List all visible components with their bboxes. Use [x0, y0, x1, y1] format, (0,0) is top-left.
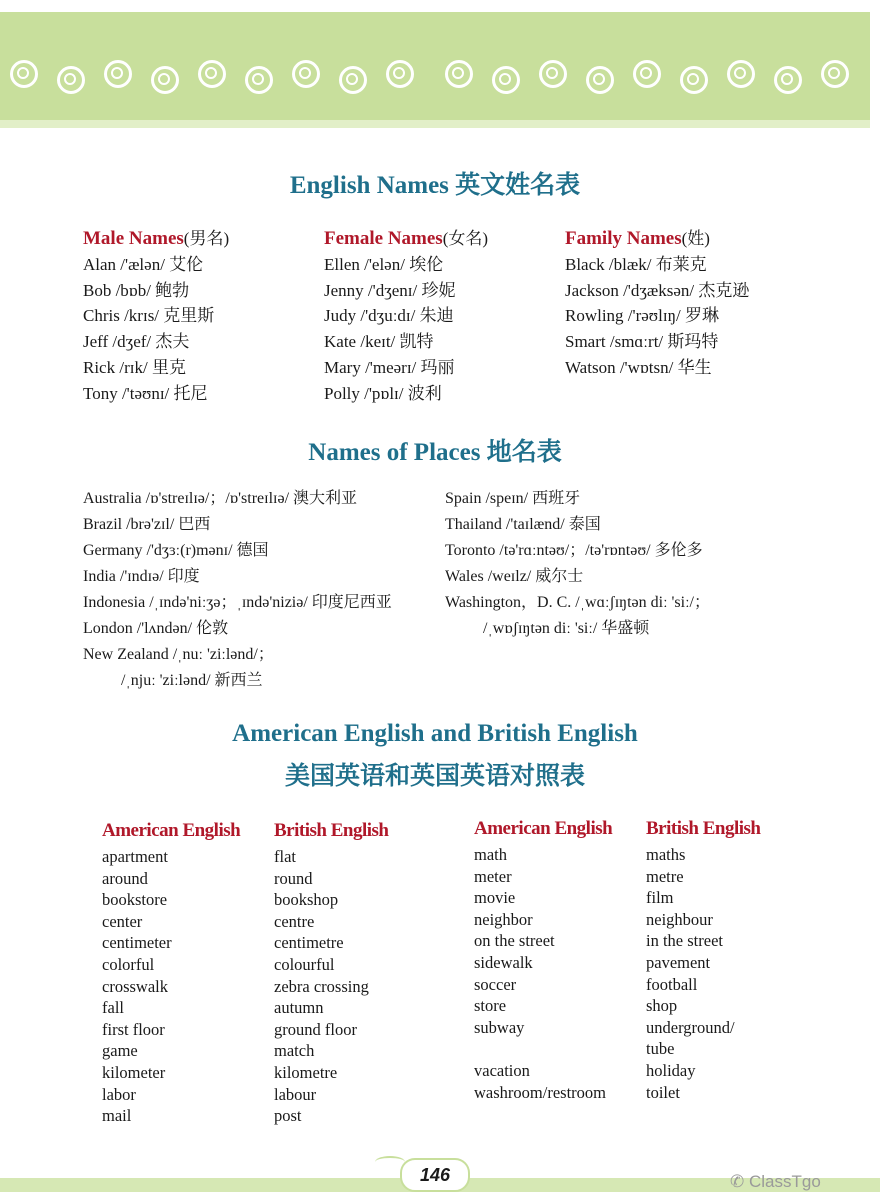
list-item: shop	[646, 996, 678, 1016]
list-item: Chris /krɪs/ 克里斯	[83, 306, 215, 326]
list-item: Jenny /'dʒenɪ/ 珍妮	[324, 280, 456, 300]
male-names-heading: Male Names(男名)	[83, 228, 230, 249]
list-item: Australia /ɒ'streɪlɪə/；/ɒ'streɪlɪə/ 澳大利亚	[83, 490, 358, 507]
list-item: Polly /'pɒlɪ/ 波利	[324, 383, 442, 403]
list-item: flat	[274, 847, 296, 866]
british-english-heading-2: British English	[646, 818, 761, 839]
list-item: bookstore	[102, 890, 168, 910]
list-item: Jeff /dʒef/ 杰夫	[83, 332, 190, 352]
list-item: labour	[274, 1084, 317, 1104]
list-item: tube	[646, 1039, 675, 1059]
american-english-left-column	[102, 818, 240, 1127]
list-item: math	[474, 845, 507, 864]
list-item: washroom/restroom	[474, 1082, 606, 1102]
watermark: ✆ ClassTgo	[730, 1172, 821, 1191]
list-item: on the street	[474, 931, 555, 951]
list-item: Alan /'ælən/ 艾伦	[83, 254, 204, 274]
list-item: Mary /'meərɪ/ 玛丽	[324, 357, 455, 377]
list-item: Rowling /'rəʊlɪŋ/ 罗琳	[565, 306, 719, 326]
list-item: Watson /'wɒtsn/ 华生	[565, 357, 712, 377]
title-american-british-english: American English and British English	[232, 720, 638, 747]
list-item: vacation	[474, 1060, 530, 1080]
list-item: football	[646, 974, 698, 994]
list-item: mail	[102, 1106, 132, 1126]
list-item: Ellen /'elən/ 埃伦	[324, 254, 444, 274]
header-stripe	[0, 120, 870, 128]
list-item: sidewalk	[474, 952, 533, 972]
list-item: Indonesia /ˌɪndə'niːʒə；ˌɪndə'niziə/ 印度尼西亚	[83, 594, 392, 611]
list-item: London /'lʌndən/ 伦敦	[83, 620, 229, 637]
title-english-names: English Names 英文姓名表	[289, 172, 581, 199]
ring-decoration	[10, 60, 860, 96]
list-item: Black /blæk/ 布莱克	[565, 254, 707, 274]
female-names-heading: Female Names(女名)	[324, 228, 489, 249]
list-item: match	[274, 1041, 315, 1061]
list-item: first floor	[102, 1019, 165, 1039]
list-item: Bob /bɒb/ 鲍勃	[83, 280, 190, 300]
list-item: /ˌwɒʃɪŋtən diː 'siː/ 华盛顿	[483, 620, 650, 637]
list-item: Toronto /tə'rɑːntəʊ/；/tə'rɒntəʊ/ 多伦多	[445, 542, 703, 559]
british-english-left-column	[274, 818, 388, 1127]
list-item: colorful	[102, 954, 155, 974]
list-item: game	[102, 1041, 138, 1061]
list-item: in the street	[646, 931, 723, 951]
list-item: subway	[474, 1017, 525, 1037]
list-item: maths	[646, 845, 686, 864]
british-english-heading: British English	[274, 820, 389, 841]
list-item: neighbour	[646, 909, 713, 929]
list-item: meter	[474, 866, 512, 886]
list-item: movie	[474, 888, 516, 908]
list-item: Tony /'təʊnɪ/ 托尼	[83, 383, 208, 403]
list-item	[474, 1038, 612, 1060]
list-item: center	[102, 911, 143, 931]
list-item: New Zealand /ˌnuː 'ziːlənd/；	[83, 646, 274, 663]
list-item: metre	[646, 866, 684, 886]
list-item: kilometre	[274, 1062, 338, 1082]
places-left-column	[83, 486, 392, 694]
list-item: soccer	[474, 974, 517, 994]
list-item: colourful	[274, 954, 335, 974]
list-item: ground floor	[274, 1019, 357, 1039]
list-item: Wales /weɪlz/ 威尔士	[445, 568, 584, 585]
header-band	[0, 12, 870, 120]
list-item: Germany /'dʒɜː(r)mənɪ/ 德国	[83, 542, 269, 559]
list-item: zebra crossing	[274, 976, 369, 996]
list-item: Kate /keɪt/ 凯特	[324, 332, 434, 352]
list-item: centimetre	[274, 933, 344, 953]
list-item: Spain /speɪn/ 西班牙	[445, 490, 581, 507]
british-english-right-column	[646, 816, 760, 1103]
list-item: film	[646, 888, 674, 908]
places-right-column	[445, 486, 710, 642]
list-item: crosswalk	[102, 976, 168, 996]
list-item: pavement	[646, 952, 711, 972]
list-item: neighbor	[474, 909, 533, 929]
list-item: centre	[274, 911, 315, 931]
list-item: post	[274, 1106, 302, 1126]
american-english-heading-2: American English	[474, 818, 613, 839]
family-names-heading: Family Names(姓)	[565, 228, 710, 249]
female-names-column	[324, 226, 488, 407]
list-item: Brazil /brə'zɪl/ 巴西	[83, 516, 211, 533]
list-item: centimeter	[102, 933, 172, 953]
list-item: around	[102, 868, 148, 888]
list-item: Thailand /'taɪlænd/ 泰国	[445, 516, 601, 533]
list-item: holiday	[646, 1060, 696, 1080]
page-number: 146	[400, 1158, 470, 1192]
list-item: labor	[102, 1084, 136, 1104]
wechat-icon: ✆	[730, 1172, 749, 1191]
list-item: underground/	[646, 1017, 735, 1037]
list-item: Jackson /'dʒæksən/ 杰克逊	[565, 280, 750, 300]
list-item: Washington，D. C. /ˌwɑːʃɪŋtən diː 'siː/；	[445, 594, 710, 611]
list-item: autumn	[274, 998, 324, 1018]
male-names-column	[83, 226, 229, 407]
list-item: bookshop	[274, 890, 339, 910]
list-item: Judy /'dʒuːdɪ/ 朱迪	[324, 306, 454, 326]
list-item: store	[474, 996, 507, 1016]
family-names-column	[565, 226, 749, 381]
list-item: Rick /rɪk/ 里克	[83, 357, 186, 377]
list-item: toilet	[646, 1082, 680, 1102]
list-item: round	[274, 868, 313, 888]
american-english-heading: American English	[102, 820, 241, 841]
list-item: fall	[102, 998, 124, 1018]
american-english-right-column	[474, 816, 612, 1103]
list-item: apartment	[102, 847, 168, 866]
list-item: India /'ɪndɪə/ 印度	[83, 568, 200, 585]
list-item: kilometer	[102, 1062, 166, 1082]
list-item: /ˌnjuː 'ziːlənd/ 新西兰	[121, 672, 263, 689]
title-names-of-places: Names of Places 地名表	[308, 439, 562, 466]
list-item: Smart /smɑːrt/ 斯玛特	[565, 332, 719, 352]
title-american-british-english-zh: 美国英语和英国英语对照表	[284, 763, 585, 790]
